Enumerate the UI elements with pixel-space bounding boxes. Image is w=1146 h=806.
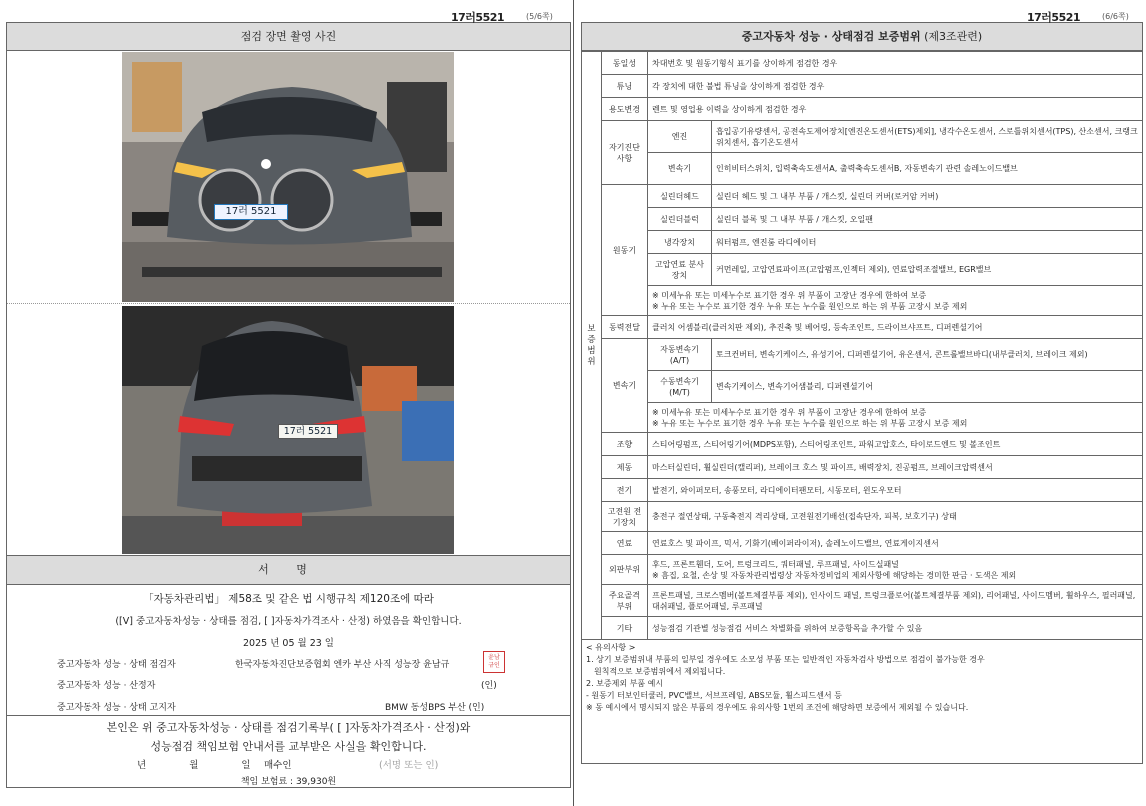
plate-number: 17러5521 [1027, 11, 1081, 24]
rear-license-plate: 17러 5521 [278, 424, 338, 439]
row-category: 조향 [602, 433, 648, 456]
row-text: 연료호스 및 파이프, 믹서, 기화기(베이퍼라이저), 솔레노이드밸브, 연료게이지센서 [648, 532, 1143, 555]
row-text: 실린더 블록 및 그 내부 부품 / 개스킷, 오일팬 [712, 208, 1143, 231]
row-text: 발전기, 와이퍼모터, 송풍모터, 라디에이터팬모터, 시동모터, 윈도우모터 [648, 479, 1143, 502]
engine-note-1: ※ 미세누유 또는 미세누수로 표기한 경우 위 부품이 고장난 경우에 한하여 보증 [652, 290, 927, 300]
warranty-title: 중고자동차 성능 · 상태점검 보증범위 [741, 30, 921, 43]
photo-section-title: 점검 장면 촬영 사진 [6, 22, 571, 51]
row-text: 각 장치에 대한 불법 튜닝을 상이하게 점검한 경우 [648, 75, 1143, 98]
engine-notes [648, 286, 1143, 316]
page-header [581, 0, 1143, 22]
photo-box [6, 51, 571, 555]
precaution-line: - 원동기 터보인터쿨러, PVC밸브, 서브프레임, ABS모듈, 휠스피드센서 등 [586, 691, 842, 700]
precaution-line: 1. 상기 보증범위내 부품의 일부일 경우에도 소모성 부품 또는 일반적인 자동차검사 방법으로 점검이 불가능한 경우 [586, 655, 985, 664]
row-subcategory: 변속기 [648, 153, 712, 185]
precaution-line: 원칙적으로 보증범위에서 제외됩니다. [594, 667, 726, 676]
row-text: 변속기케이스, 변속기어샘블리, 디퍼렌셜기어 [712, 371, 1143, 403]
precaution-line: < 유의사항 > [586, 643, 636, 652]
scope-label: 보 증 범 위 [582, 52, 602, 640]
acknowledgement-line-2: 성능점검 책임보험 안내서를 교부받은 사실을 확인합니다. [150, 740, 427, 753]
buyer-label: 매수인 [264, 760, 292, 771]
row-category: 전기 [602, 479, 648, 502]
row-text: 클러치 어셈블리(클러치판 제외), 추진축 및 베어링, 등속조인트, 드라이브샤프트, 디퍼렌셜기어 [648, 316, 1143, 339]
row-text: 차대번호 및 원동기형식 표기를 상이하게 점검한 경우 [648, 52, 1143, 75]
transmission-note-2: ※ 누유 또는 누수로 표기한 경우 누유 또는 누수를 원인으로 하는 위 부품 고장시 보증 제외 [652, 418, 968, 428]
row-text: 충전구 절연상태, 구동축전지 격리상태, 고전원전기배선(접속단자, 피복, 보호기구) 상태 [648, 502, 1143, 532]
row-category: 기타 [602, 617, 648, 640]
row-category: 고전원 전기장치 [602, 502, 648, 532]
row-text: 마스터실린더, 휠실린더(캘리퍼), 브레이크 호스 및 파이프, 배력장치, 진공펌프, 브레이크압력센서 [648, 456, 1143, 479]
page-number: (5/6쪽) [526, 12, 553, 21]
row-subcategory: 엔진 [648, 121, 712, 153]
plate-number: 17러5521 [451, 11, 505, 24]
buyer-signature-field[interactable]: (서명 또는 인) [379, 760, 439, 771]
insurance-premium: 책임 보험료 : 39,930원 [240, 777, 337, 787]
row-subcategory: 냉각장치 [648, 231, 712, 254]
signature-box [6, 585, 571, 788]
inspection-date: 2025 년 05 월 23 일 [243, 638, 334, 649]
precautions [581, 640, 1143, 764]
page-right [581, 0, 1143, 764]
notifier-label: 중고자동차 성능 · 상태 고지자 [57, 703, 176, 713]
transmission-note-1: ※ 미세누유 또는 미세누수로 표기한 경우 위 부품이 고장난 경우에 한하여 보증 [652, 407, 927, 417]
page-header [6, 0, 571, 22]
inspector-label: 중고자동차 성능 · 상태 점검자 [57, 660, 176, 670]
row-text: 렌트 및 영업용 이력을 상이하게 점검한 경우 [648, 98, 1143, 121]
valuer-seal-placeholder: (인) [481, 681, 497, 691]
row-text: 성능점검 기관별 성능점검 서비스 차별화를 위하여 보증항목을 추가할 수 있음 [648, 617, 1143, 640]
confirmation-text: ([V] 중고자동차성능 · 상태를 점검, [ ]자동차가격조사 · 산정) 하였음을 확인합니다. [115, 616, 462, 627]
row-text: 워터펌프, 엔진룸 라디에이터 [712, 231, 1143, 254]
row-text: 실린더 헤드 및 그 내부 부품 / 개스킷, 실린더 커버(로커암 커버) [712, 185, 1143, 208]
warranty-table [581, 51, 1143, 640]
precaution-line: ※ 동 예시에서 명시되지 않은 부품의 경우에도 유의사항 1번의 조건에 해당하면 보증에서 제외될 수 있습니다. [586, 703, 969, 712]
page-number: (6/6쪽) [1102, 12, 1129, 21]
front-car-photo [122, 52, 454, 302]
row-subcategory: 수동변속기 (M/T) [648, 371, 712, 403]
row-text: 스티어링펌프, 스티어링기어(MDPS포함), 스티어링조인트, 파워고압호스, 타이로드엔드 및 볼조인트 [648, 433, 1143, 456]
row-category: 변속기 [602, 339, 648, 433]
row-category: 제동 [602, 456, 648, 479]
signature-section-title: 서 명 [6, 555, 571, 585]
row-text: 프론트패널, 크로스멤버(볼트체결부품 제외), 인사이드 패널, 트렁크플로어(볼트체결부품 제외), 리어패널, 사이드멤버, 휠하우스, 필러패널, 대쉬패널, 플로어패널, 루프패널 [648, 585, 1143, 617]
acknowledgement-line-1: 본인은 위 중고자동차성능 · 상태를 점검기록부( [ ]자동차가격조사 · 산정)와 [106, 721, 471, 734]
row-text: 커먼레일, 고압연료파이프(고압펌프,인젝터 제외), 연료압력조절밸브, EGR밸브 [712, 254, 1143, 286]
row-subcategory: 자동변속기 (A/T) [648, 339, 712, 371]
row-subcategory: 고압연료 분사장치 [648, 254, 712, 286]
row-category: 동력전달 [602, 316, 648, 339]
engine-note-2: ※ 누유 또는 누수로 표기한 경우 누유 또는 누수를 원인으로 하는 위 부품 고장시 보증 제외 [652, 301, 968, 311]
row-category: 주요골격 부위 [602, 585, 648, 617]
row-category: 동일성 [602, 52, 648, 75]
row-category: 튜닝 [602, 75, 648, 98]
photo-divider [7, 303, 570, 304]
warranty-section-title [581, 22, 1143, 51]
row-subcategory: 실린더헤드 [648, 185, 712, 208]
signature-separator [7, 715, 570, 716]
row-subcategory: 실린더블럭 [648, 208, 712, 231]
row-text: 토크컨버터, 변속기케이스, 유성기어, 디퍼렌셜기어, 유온센서, 콘트롤밸브바디(내부클러치, 브레이크 제외) [712, 339, 1143, 371]
page-divider [573, 0, 574, 806]
inspector-value: 한국자동차진단보증협회 엔카 부산 사직 성능장 윤남규 [235, 660, 450, 670]
buyer-date: 년 월 일 [137, 760, 271, 771]
notifier-value: BMW 동성BPS 부산 (인) [385, 703, 485, 713]
law-reference: 「자동차관리법」 제58조 및 같은 법 시행규칙 제120조에 따라 [143, 593, 434, 605]
warranty-title-suffix: (제3조관련) [924, 30, 983, 43]
transmission-notes [648, 403, 1143, 433]
row-text: 흡입공기유량센서, 공전속도제어장치[엔진온도센서(ETS)제외], 냉각수온도센서, 스로틀위치센서(TPS), 산소센서, 크랭크위치센서, 흡기온도센서 [712, 121, 1143, 153]
front-license-plate: 17러 5521 [214, 204, 288, 220]
row-category: 원동기 [602, 185, 648, 316]
row-text: 인히비터스위치, 입력축속도센서A, 출력축속도센서B, 자동변속기 관련 솔레노이드밸브 [712, 153, 1143, 185]
page-left [6, 0, 571, 788]
valuer-label: 중고자동차 성능 · 산정자 [57, 681, 156, 691]
row-category: 외판부위 [602, 555, 648, 585]
row-category: 용도변경 [602, 98, 648, 121]
inspector-seal: 윤남 규인 [483, 651, 505, 673]
row-category: 자기진단 사항 [602, 121, 648, 185]
precaution-line: 2. 보증제외 부품 예시 [586, 679, 664, 688]
rear-car-photo [122, 306, 454, 554]
row-text: 후드, 프론트휀더, 도어, 트렁크리드, 쿼터패널, 루프패널, 사이드실패널 ※ 흠집, 요철, 손상 및 자동차관리법령상 자동차정비업의 제외사항에 해당하는 경미한 판금 · 도색은 제외 [648, 555, 1143, 585]
row-category: 연료 [602, 532, 648, 555]
